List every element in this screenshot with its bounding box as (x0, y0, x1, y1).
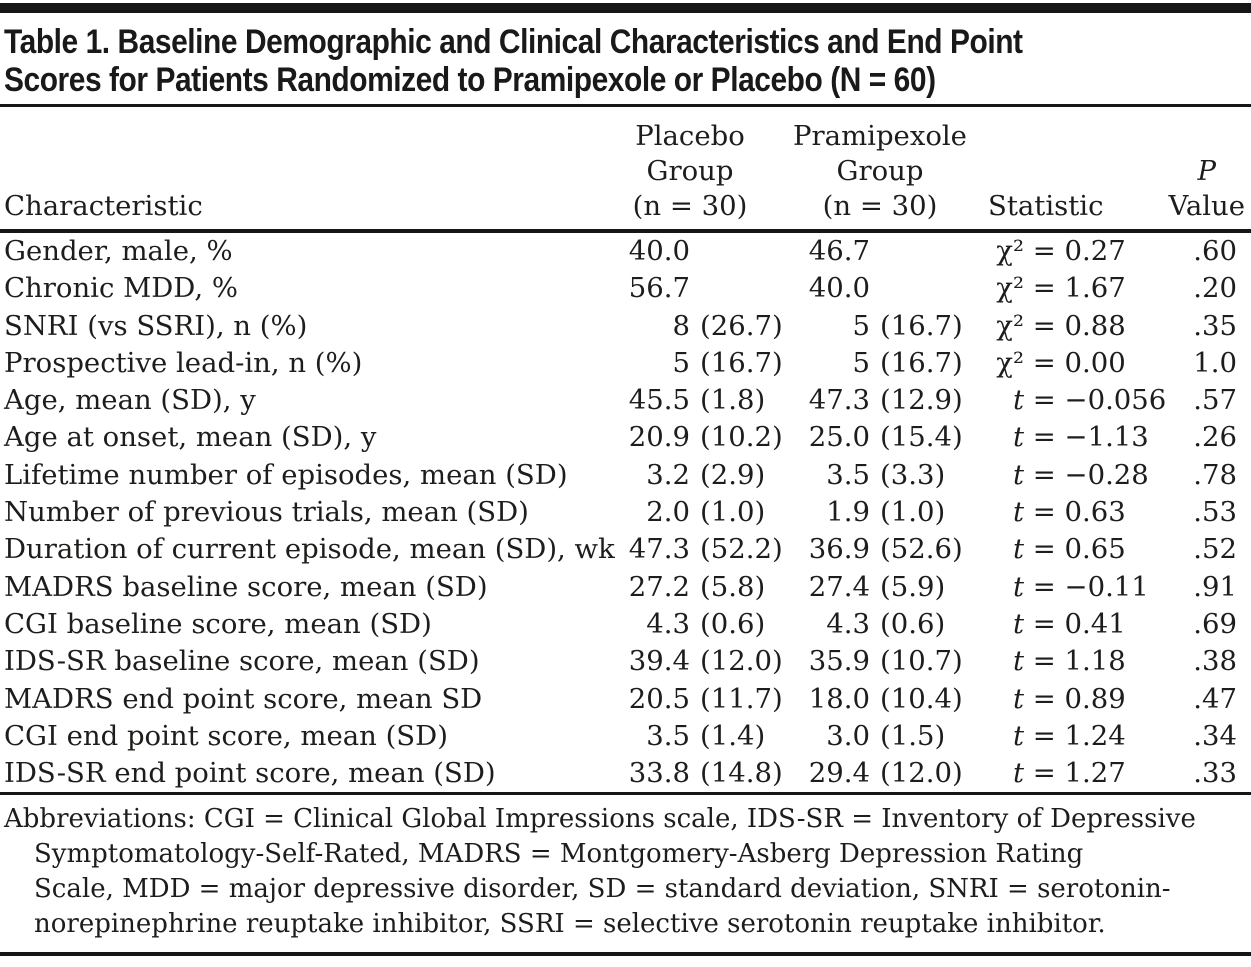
pramipexole-value: 29.4 (12.0) (808, 757, 963, 790)
table-row (0, 382, 1251, 419)
table-row (0, 270, 1251, 307)
row-label: Age, mean (SD), y (4, 384, 256, 417)
table-row (0, 308, 1251, 345)
p-value: .57 (1193, 384, 1237, 417)
p-value: .69 (1193, 607, 1237, 640)
pramipexole-value: 1.9 (1.0) (826, 496, 946, 529)
row-label: Duration of current episode, mean (SD), wk (4, 533, 615, 566)
p-value: .47 (1193, 682, 1237, 715)
table-row (0, 419, 1251, 456)
col-header-placebo-line: (n = 30) (632, 190, 748, 222)
statistic-value: t = 0.63 (1012, 496, 1126, 529)
placebo-value: 27.2 (5.8) (628, 570, 766, 603)
table-row (0, 569, 1251, 606)
pramipexole-value: 18.0 (10.4) (808, 682, 963, 715)
col-header-placebo-line: Group (646, 155, 734, 187)
table-row (0, 643, 1251, 680)
table-row (0, 457, 1251, 494)
pramipexole-value: 47.3 (12.9) (808, 384, 963, 417)
row-label: IDS-SR baseline score, mean (SD) (4, 645, 480, 678)
col-header-statistic: Statistic (980, 107, 1166, 231)
row-label: IDS-SR end point score, mean (SD) (4, 757, 496, 790)
statistic-value: t = 1.27 (1012, 757, 1126, 790)
col-header-p-value (1166, 107, 1251, 231)
row-label: Age at onset, mean (SD), y (4, 421, 377, 454)
table-row (0, 755, 1251, 792)
statistic-value: χ² = 1.67 (996, 272, 1126, 305)
pramipexole-value: 5 (16.7) (852, 309, 963, 342)
p-value-header-stack (1168, 154, 1245, 224)
row-label: Number of previous trials, mean (SD) (4, 496, 529, 529)
statistic-value: χ² = 0.27 (996, 235, 1126, 267)
p-value: 1.0 (1193, 346, 1237, 379)
table-row (0, 531, 1251, 568)
p-value: .78 (1193, 458, 1237, 491)
p-value: .52 (1193, 533, 1237, 566)
placebo-value: 40.0 (628, 235, 690, 267)
pramipexole-value: 5 (16.7) (852, 346, 963, 379)
placebo-value: 2.0 (1.0) (646, 496, 766, 529)
statistic-value: t = −1.13 (1012, 421, 1149, 454)
placebo-value: 3.5 (1.4) (646, 719, 766, 752)
p-value: .60 (1193, 235, 1237, 267)
col-header-placebo-line: Placebo (635, 120, 745, 152)
placebo-value: 8 (26.7) (672, 309, 783, 342)
placebo-value: 47.3 (52.2) (628, 533, 783, 566)
pramipexole-value: 3.5 (3.3) (826, 458, 946, 491)
statistic-value: t = −0.28 (1012, 458, 1149, 491)
pramipexole-value: 25.0 (15.4) (808, 421, 963, 454)
bottom-rule (0, 952, 1251, 956)
p-value: .33 (1193, 757, 1237, 790)
header-row (0, 107, 1251, 231)
table-title-line-1: Table 1. Baseline Demographic and Clinical Characteristics and End Point (4, 23, 1023, 61)
statistic-value: t = 1.24 (1012, 719, 1126, 752)
table-row (0, 345, 1251, 382)
col-header-pramipexole-line: (n = 30) (822, 190, 938, 222)
row-label: Prospective lead-in, n (%) (4, 346, 363, 379)
p-header-line: P (1197, 155, 1216, 187)
placebo-value: 45.5 (1.8) (628, 384, 766, 417)
col-header-pramipexole-line: Pramipexole (793, 120, 967, 152)
table-row (0, 606, 1251, 643)
statistic-value: t = 0.65 (1012, 533, 1126, 566)
statistic-value: t = 0.41 (1012, 607, 1126, 640)
statistic-value: t = 1.18 (1012, 645, 1126, 678)
footnote-line: Scale, MDD = major depressive disorder, SD = standard deviation, SNRI = serotonin- (34, 874, 1171, 905)
col-header-characteristic: Characteristic (0, 107, 600, 231)
row-label: CGI end point score, mean (SD) (4, 719, 448, 752)
footnote-line: Abbreviations: CGI = Clinical Global Impressions scale, IDS-SR = Inventory of Depressive (4, 804, 1196, 835)
pramipexole-value: 46.7 (808, 235, 870, 267)
row-label: Chronic MDD, % (4, 272, 238, 305)
table-row (0, 718, 1251, 755)
p-value: .34 (1193, 719, 1237, 752)
pramipexole-value: 3.0 (1.5) (826, 719, 946, 752)
footnote-line: Symptomatology-Self-Rated, MADRS = Montgomery-Asberg Depression Rating (34, 839, 1084, 870)
table-title (0, 13, 1251, 104)
statistic-value: χ² = 0.88 (996, 309, 1126, 342)
statistic-value: t = −0.11 (1012, 570, 1149, 603)
top-rule (0, 3, 1251, 13)
p-value: .26 (1193, 421, 1237, 454)
table-title-line-2: Scores for Patients Randomized to Pramipexole or Placebo (N = 60) (4, 61, 936, 99)
pramipexole-value: 27.4 (5.9) (808, 570, 946, 603)
placebo-value: 20.5 (11.7) (628, 682, 783, 715)
row-label: Lifetime number of episodes, mean (SD) (4, 458, 568, 491)
p-value: .20 (1193, 272, 1237, 305)
col-header-pramipexole-line: Group (836, 155, 924, 187)
statistic-value: t = 0.89 (1012, 682, 1126, 715)
p-value: .38 (1193, 645, 1237, 678)
row-label: SNRI (vs SSRI), n (%) (4, 309, 308, 342)
p-value: .91 (1193, 570, 1237, 603)
pramipexole-value: 4.3 (0.6) (826, 607, 946, 640)
placebo-value: 39.4 (12.0) (628, 645, 783, 678)
row-label: CGI baseline score, mean (SD) (4, 607, 432, 640)
col-header-pramipexole-group (780, 107, 980, 231)
table-row (0, 681, 1251, 718)
p-value: .53 (1193, 496, 1237, 529)
pramipexole-value: 36.9 (52.6) (808, 533, 963, 566)
placebo-value: 5 (16.7) (672, 346, 783, 379)
placebo-value: 3.2 (2.9) (646, 458, 766, 491)
placebo-value: 4.3 (0.6) (646, 607, 766, 640)
col-header-placebo-group (600, 107, 780, 231)
row-label: MADRS baseline score, mean (SD) (4, 570, 488, 603)
statistic-value: χ² = 0.00 (996, 346, 1126, 379)
placebo-value: 33.8 (14.8) (628, 757, 783, 790)
row-label: MADRS end point score, mean SD (4, 682, 483, 715)
abbreviations-footnote (0, 795, 1251, 952)
baseline-characteristics-table (0, 107, 1251, 792)
table-row (0, 231, 1251, 270)
pramipexole-value: 40.0 (808, 272, 870, 305)
table-body (0, 231, 1251, 792)
table-row (0, 494, 1251, 531)
placebo-value: 56.7 (628, 272, 690, 305)
statistic-value: t = −0.056 (1012, 384, 1167, 417)
placebo-value: 20.9 (10.2) (628, 421, 783, 454)
value-header-line: Value (1168, 190, 1245, 222)
row-label: Gender, male, % (4, 235, 233, 267)
pramipexole-value: 35.9 (10.7) (808, 645, 963, 678)
p-value: .35 (1193, 309, 1237, 342)
footnote-line: norepinephrine reuptake inhibitor, SSRI = selective serotonin reuptake inhibitor. (34, 909, 1106, 940)
